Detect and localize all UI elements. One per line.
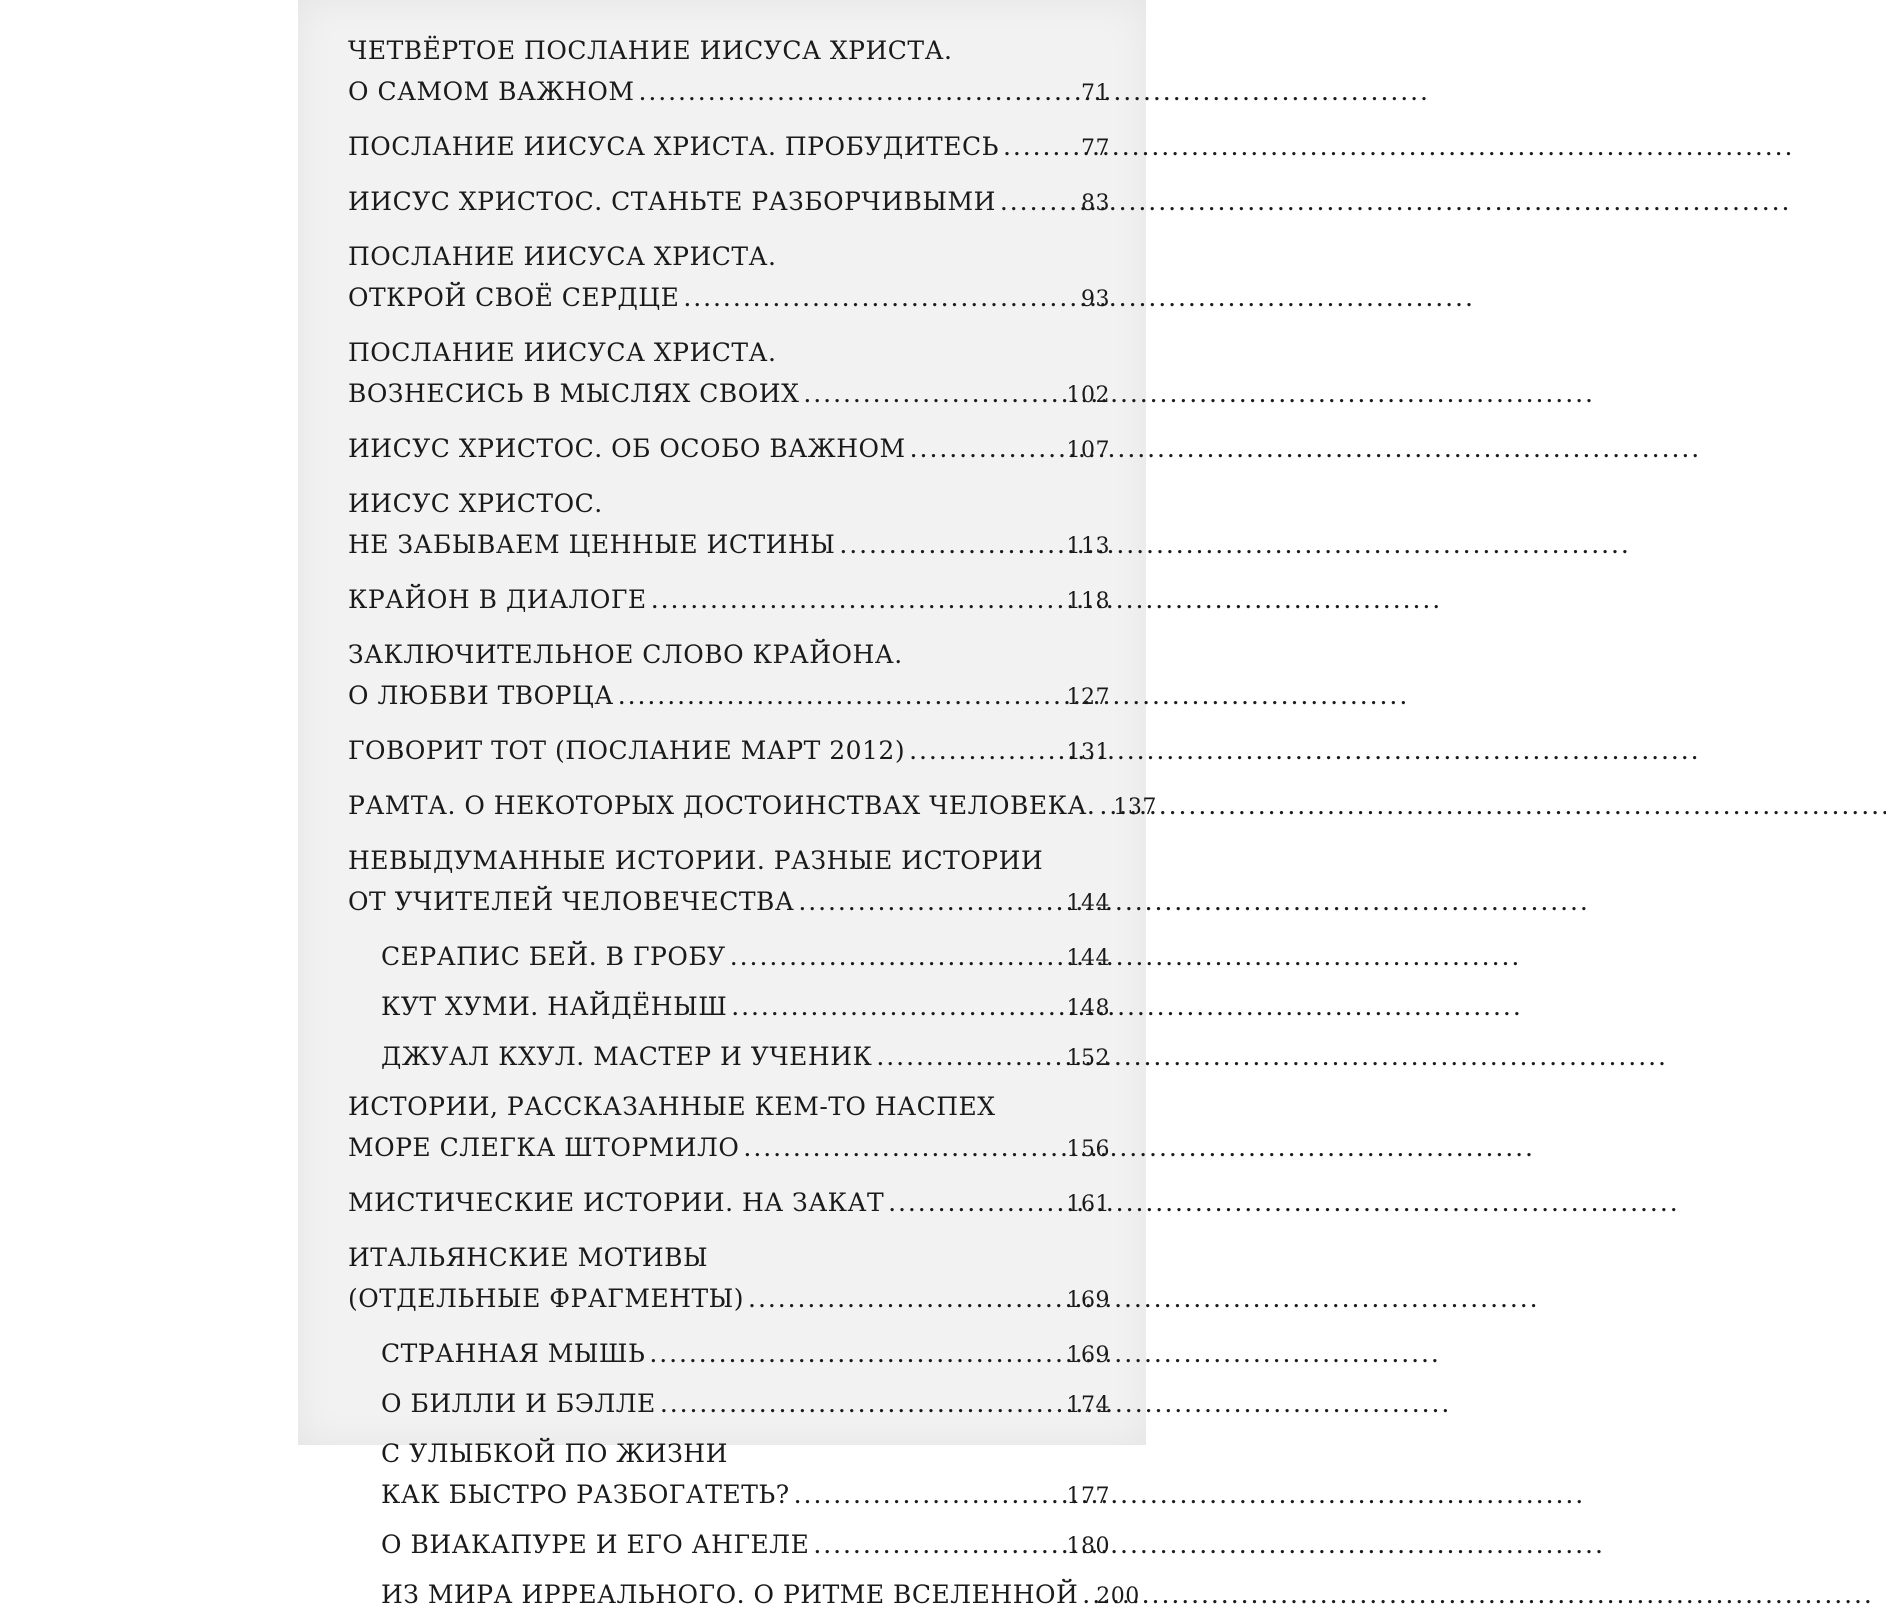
toc-page-number: 200 (1096, 1584, 1140, 1609)
toc-entry-line (348, 881, 1110, 922)
toc-entry-title: (ОТДЕЛЬНЫЕ ФРАГМЕНТЫ) (348, 1284, 745, 1313)
toc-entry (348, 126, 1110, 167)
toc-entry-line (381, 936, 1110, 977)
toc-entry (348, 1182, 1110, 1223)
toc-dot-leader (748, 1278, 1062, 1319)
toc-dot-leader (794, 1474, 1063, 1515)
toc-entry-line (381, 1036, 1110, 1077)
toc-entry-line (348, 840, 1110, 881)
toc-entry (348, 785, 1157, 826)
toc-page-number: 144 (1066, 946, 1110, 971)
toc-dot-leader (731, 986, 1062, 1027)
toc-entry-line (381, 1474, 1110, 1515)
toc-entry-line (348, 524, 1110, 565)
toc-entry-title: КРАЙОН В ДИАЛОГЕ (348, 585, 647, 614)
toc-page-number: 169 (1066, 1288, 1110, 1313)
toc-dot-leader (909, 730, 1062, 771)
toc-dot-leader (743, 1127, 1062, 1168)
toc-entry (348, 30, 1110, 112)
toc-entry-title: О БИЛЛИ И БЭЛЛЕ (381, 1389, 656, 1418)
toc-entry-title: ВОЗНЕСИСЬ В МЫСЛЯХ СВОИХ (348, 379, 800, 408)
toc-entry-line (348, 1127, 1110, 1168)
toc-entry (348, 1237, 1110, 1319)
toc-entry-title: ЧЕТВЁРТОЕ ПОСЛАНИЕ ИИСУСА ХРИСТА. (348, 36, 953, 65)
toc-entry (348, 730, 1110, 771)
toc-page-number: 107 (1066, 438, 1110, 463)
toc-page-number: 152 (1066, 1046, 1110, 1071)
toc-subentry (348, 936, 1110, 977)
toc-subentry (348, 1383, 1110, 1424)
toc-page-number: 83 (1081, 191, 1110, 216)
toc-entry-line (381, 986, 1110, 1027)
toc-subentry (348, 1433, 1110, 1515)
toc-dot-leader (638, 71, 1077, 112)
toc-entry-line (348, 675, 1110, 716)
toc-dot-leader (1082, 1574, 1092, 1615)
toc-entry-title: РАМТА. О НЕКОТОРЫХ ДОСТОИНСТВАХ ЧЕЛОВЕКА. (348, 791, 1096, 820)
toc-dot-leader (730, 936, 1063, 977)
toc-entry-title: НЕВЫДУМАННЫЕ ИСТОРИИ. РАЗНЫЕ ИСТОРИИ (348, 846, 1044, 875)
toc-page-number: 127 (1066, 685, 1110, 710)
toc-dot-leader (876, 1036, 1062, 1077)
toc-page-number: 113 (1066, 534, 1110, 559)
toc-dot-leader (813, 1524, 1062, 1565)
toc-entry-line (348, 1237, 1110, 1278)
toc-page-number: 93 (1081, 287, 1110, 312)
toc-page-number: 161 (1066, 1192, 1110, 1217)
toc-entry-line (381, 1383, 1110, 1424)
toc-dot-leader (649, 1333, 1062, 1374)
toc-entry-line (348, 634, 1110, 675)
toc-page-number: 71 (1081, 81, 1110, 106)
toc-entry (348, 181, 1110, 222)
toc-dot-leader (651, 579, 1063, 620)
toc-entry-title: С УЛЫБКОЙ ПО ЖИЗНИ (381, 1439, 728, 1468)
toc-page-number: 102 (1066, 383, 1110, 408)
toc-page-number: 131 (1066, 740, 1110, 765)
toc-dot-leader (798, 881, 1062, 922)
toc-entry-title: ЗАКЛЮЧИТЕЛЬНОЕ СЛОВО КРАЙОНА. (348, 640, 903, 669)
toc-dot-leader (888, 1182, 1062, 1223)
toc-entry (348, 483, 1110, 565)
toc-entry-title: МОРЕ СЛЕГКА ШТОРМИЛО (348, 1133, 740, 1162)
toc-dot-leader (839, 524, 1062, 565)
toc-dot-leader (618, 675, 1063, 716)
toc-entry-title: КУТ ХУМИ. НАЙДЁНЫШ (381, 992, 728, 1021)
toc-entry-line (348, 785, 1157, 826)
toc-entry-line (348, 126, 1110, 167)
toc-page-number: 144 (1066, 891, 1110, 916)
toc-dot-leader (910, 428, 1063, 469)
toc-page-number: 148 (1066, 996, 1110, 1021)
toc-subentry (348, 1574, 1140, 1615)
toc-dot-leader (683, 277, 1077, 318)
toc-entry-title: ДЖУАЛ КХУЛ. МАСТЕР И УЧЕНИК (381, 1042, 873, 1071)
toc-entry-title: ИТАЛЬЯНСКИЕ МОТИВЫ (348, 1243, 709, 1272)
toc-entry (348, 332, 1110, 414)
toc-entry (348, 579, 1110, 620)
toc-entry-title: ИЗ МИРА ИРРЕАЛЬНОГО. О РИТМЕ ВСЕЛЕННОЙ (381, 1580, 1079, 1609)
toc-entry-title: О САМОМ ВАЖНОМ (348, 77, 635, 106)
toc-entry-title: СЕРАПИС БЕЙ. В ГРОБУ (381, 942, 726, 971)
toc-subentry (348, 1524, 1110, 1565)
toc-entry-line (381, 1333, 1110, 1374)
toc-dot-leader (1099, 785, 1109, 826)
toc-page-number: 77 (1081, 136, 1110, 161)
table-of-contents (348, 30, 1157, 1624)
toc-dot-leader (1003, 126, 1077, 167)
toc-dot-leader (660, 1383, 1063, 1424)
toc-subentry (348, 1333, 1110, 1374)
toc-entry-line (348, 1182, 1110, 1223)
toc-subentry (348, 986, 1110, 1027)
toc-entry-title: О ВИАКАПУРЕ И ЕГО АНГЕЛЕ (381, 1530, 810, 1559)
toc-subentry (348, 1036, 1110, 1077)
toc-entry-line (348, 181, 1110, 222)
toc-entry-title: ИИСУС ХРИСТОС. (348, 489, 603, 518)
toc-page-number: 118 (1066, 589, 1110, 614)
toc-page-number: 156 (1066, 1137, 1110, 1162)
toc-entry-title: ПОСЛАНИЕ ИИСУСА ХРИСТА. ПРОБУДИТЕСЬ (348, 132, 999, 161)
toc-entry-line (348, 373, 1110, 414)
toc-entry-line (348, 428, 1110, 469)
toc-entry-title: МИСТИЧЕСКИЕ ИСТОРИИ. НА ЗАКАТ (348, 1188, 885, 1217)
toc-entry-title: ГОВОРИТ ТОТ (ПОСЛАНИЕ МАРТ 2012) (348, 736, 906, 765)
toc-entry-title: ОТКРОЙ СВОЁ СЕРДЦЕ (348, 283, 680, 312)
toc-page-number: 180 (1066, 1534, 1110, 1559)
toc-entry-title: ПОСЛАНИЕ ИИСУСА ХРИСТА. (348, 242, 777, 271)
toc-dot-leader (1000, 181, 1077, 222)
toc-entry-line (348, 277, 1110, 318)
toc-entry-title: ИИСУС ХРИСТОС. ОБ ОСОБО ВАЖНОМ (348, 434, 906, 463)
toc-entry-line (381, 1524, 1110, 1565)
toc-entry-line (348, 236, 1110, 277)
toc-entry (348, 428, 1110, 469)
toc-entry-title: ИИСУС ХРИСТОС. СТАНЬТЕ РАЗБОРЧИВЫМИ (348, 187, 996, 216)
toc-entry-line (348, 1086, 1110, 1127)
toc-entry-line (381, 1433, 1110, 1474)
toc-entry-title: КАК БЫСТРО РАЗБОГАТЕТЬ? (381, 1480, 790, 1509)
toc-entry-line (348, 71, 1110, 112)
toc-page-number: 137 (1113, 795, 1157, 820)
toc-page-number: 177 (1066, 1484, 1110, 1509)
toc-entry (348, 236, 1110, 318)
toc-entry (348, 1086, 1110, 1168)
toc-entry-title: ПОСЛАНИЕ ИИСУСА ХРИСТА. (348, 338, 777, 367)
toc-page-number: 174 (1066, 1393, 1110, 1418)
toc-entry-title: НЕ ЗАБЫВАЕМ ЦЕННЫЕ ИСТИНЫ (348, 530, 836, 559)
toc-entry-line (348, 332, 1110, 373)
toc-entry-title: ОТ УЧИТЕЛЕЙ ЧЕЛОВЕЧЕСТВА (348, 887, 795, 916)
toc-entry-line (348, 30, 1110, 71)
toc-entry (348, 840, 1110, 922)
toc-entry-line (381, 1574, 1140, 1615)
book-page (298, 0, 1157, 1609)
toc-entry-title: О ЛЮБВИ ТВОРЦА (348, 681, 614, 710)
toc-entry-line (348, 579, 1110, 620)
toc-entry (348, 634, 1110, 716)
toc-entry-line (348, 1278, 1110, 1319)
toc-entry-title: ИСТОРИИ, РАССКАЗАННЫЕ КЕМ-ТО НАСПЕХ (348, 1092, 996, 1121)
toc-entry-title: СТРАННАЯ МЫШЬ (381, 1339, 646, 1368)
toc-dot-leader (803, 373, 1062, 414)
toc-page-number: 169 (1066, 1343, 1110, 1368)
toc-entry-line (348, 483, 1110, 524)
toc-entry-line (348, 730, 1110, 771)
